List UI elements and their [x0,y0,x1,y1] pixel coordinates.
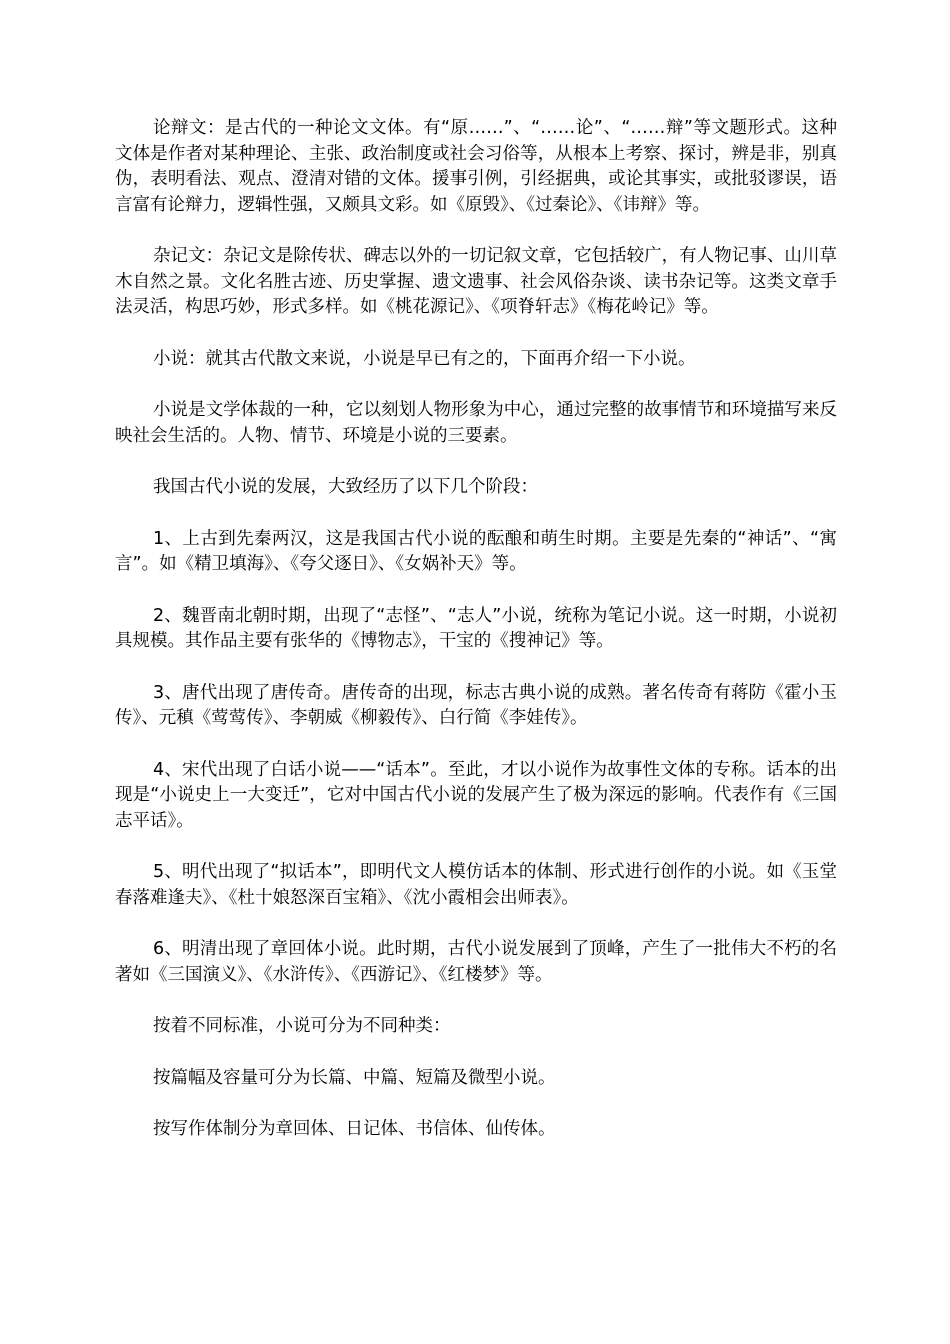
paragraph-stage-5: 5、明代出现了“拟话本”，即明代文人模仿话本的体制、形式进行创作的小说。如《玉堂春落难逢夫》、《杜十娘怒深百宝箱》、《沈小霞相会出师表》。 [115,862,837,908]
paragraph-stage-6: 6、明清出现了章回体小说。此时期，古代小说发展到了顶峰，产生了一批伟大不朽的名著如《三国演义》、《水浒传》、《西游记》、《红楼梦》等。 [115,939,837,985]
paragraph-stage-1: 1、上古到先秦两汉，这是我国古代小说的酝酿和萌生时期。主要是先秦的“神话”、“寓言”。如《精卫填海》、《夸父逐日》、《女娲补天》等。 [115,528,837,574]
paragraph-stage-3: 3、唐代出现了唐传奇。唐传奇的出现，标志古典小说的成熟。著名传奇有蒋防《霍小玉传》、元稹《莺莺传》、李朝威《柳毅传》、白行简《李娃传》。 [115,682,837,728]
paragraph-xiaoshuo-intro: 小说：就其古代散文来说，小说是早已有之的，下面再介绍一下小说。 [153,348,696,369]
paragraph-lunbianwen: 论辩文：是古代的一种论文文体。有“原……”、“……论”、“……辩”等文题形式。这种文体是作者对某种理论、主张、政治制度或社会习俗等，从根本上考察、探讨，辨是非，别真伪，表明看法、观点、澄清对错的文体。援事引例，引经据典，或论其事实，或批驳谬误，语言富有论辩力，逻辑性强，又颇具文彩。如《原毁》、《过秦论》、《讳辩》等。 [115,118,837,215]
paragraph-classification-length: 按篇幅及容量可分为长篇、中篇、短篇及微型小说。 [153,1067,556,1088]
paragraph-xiaoshuo-definition: 小说是文学体裁的一种，它以刻划人物形象为中心，通过完整的故事情节和环境描写来反映社会生活的。人物、情节、环境是小说的三要素。 [115,400,837,446]
paragraph-classification-intro: 按着不同标准，小说可分为不同种类： [153,1016,451,1036]
paragraph-stage-4: 4、宋代出现了白话小说——“话本”。至此，才以小说作为故事性文体的专称。话本的出现是“小说史上一大变迁”，它对中国古代小说的发展产生了极为深远的影响。代表作有《三国志平话》。 [115,759,837,831]
document-body [115,116,837,1169]
paragraph-development-intro: 我国古代小说的发展，大致经历了以下几个阶段： [153,477,538,497]
paragraph-stage-2: 2、魏晋南北朝时期，出现了“志怪”、“志人”小说，统称为笔记小说。这一时期，小说初具规模。其作品主要有张华的《博物志》，干宝的《搜神记》等。 [115,605,837,651]
paragraph-classification-form: 按写作体制分为章回体、日记体、书信体、仙传体。 [153,1119,556,1139]
paragraph-zajiwen: 杂记文：杂记文是除传状、碑志以外的一切记叙文章，它包括较广，有人物记事、山川草木自然之景。文化名胜古迹、历史掌握、遗文遗事、社会风俗杂谈、读书杂记等。这类文章手法灵活，构思巧妙，形式多样。如《桃花源记》、《项脊轩志》《梅花岭记》等。 [115,246,837,317]
